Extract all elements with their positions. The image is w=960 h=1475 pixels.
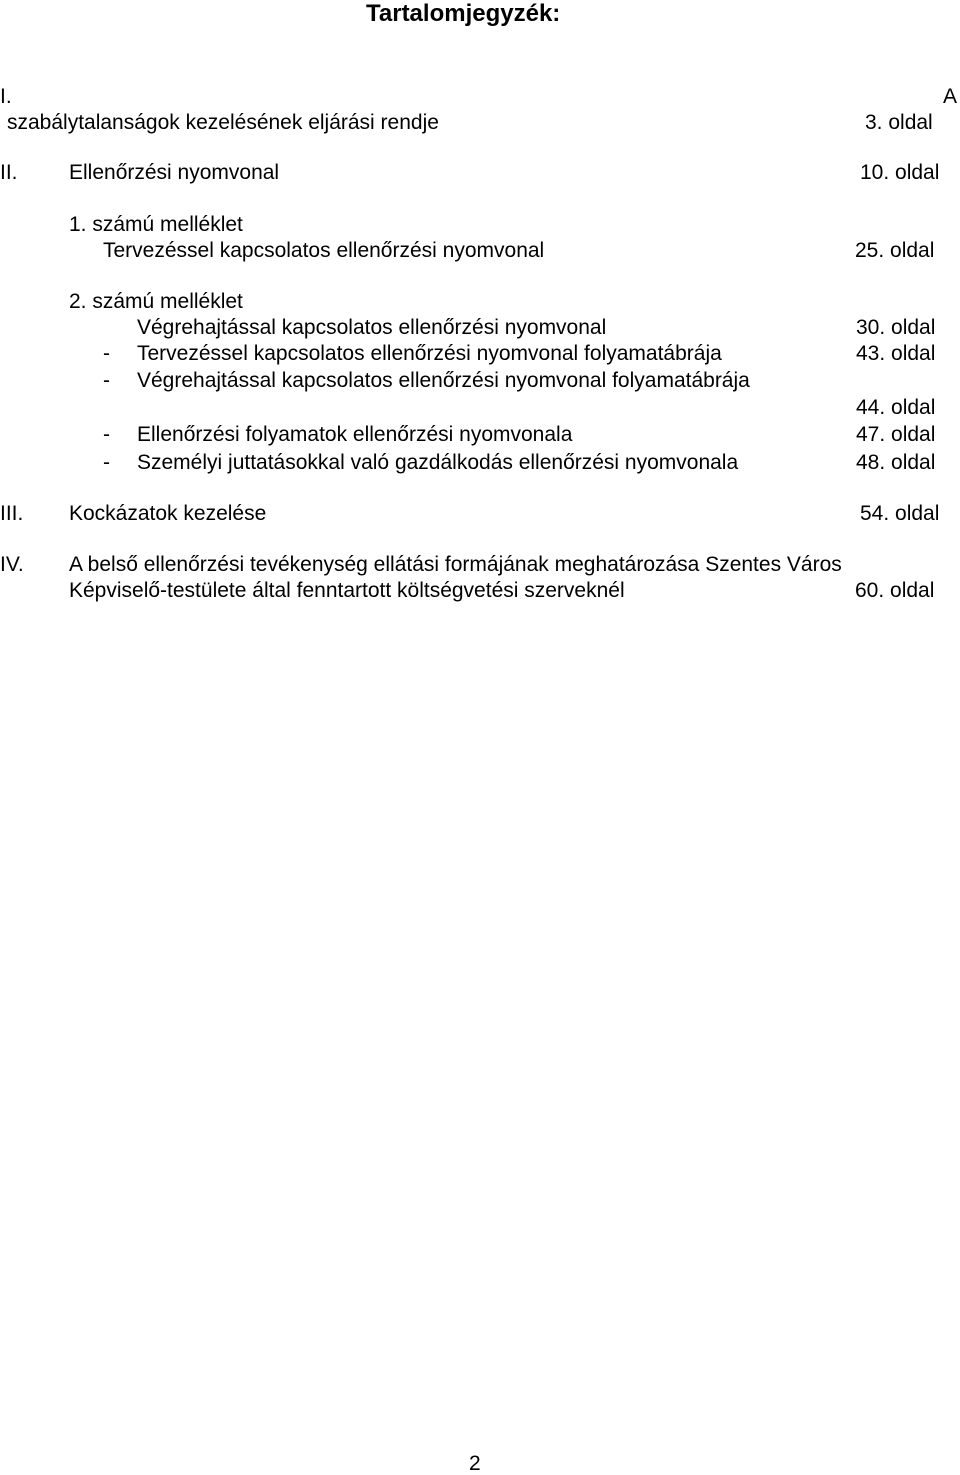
- section-1-page: 3. oldal: [865, 111, 933, 134]
- annex-2-item-1-dash: -: [103, 342, 110, 365]
- annex-2-item-3-dash: -: [103, 423, 110, 446]
- section-2-title: Ellenőrzési nyomvonal: [69, 161, 280, 184]
- section-1-number: I.: [0, 85, 12, 108]
- section-3-number: III.: [0, 502, 24, 525]
- section-2-page: 10. oldal: [860, 161, 940, 184]
- section-1-title-end: A: [943, 85, 958, 108]
- annex-1-label: 1. számú melléklet: [69, 213, 243, 236]
- annex-2-title: Végrehajtással kapcsolatos ellenőrzési nyomvonal: [137, 316, 607, 339]
- annex-2-item-2-dash: -: [103, 369, 110, 392]
- annex-2-label: 2. számú melléklet: [69, 290, 243, 313]
- section-3-title: Kockázatok kezelése: [69, 502, 267, 525]
- annex-2-item-2-text: Végrehajtással kapcsolatos ellenőrzési nyomvonal folyamatábrája: [137, 369, 750, 392]
- annex-2-item-4-page: 48. oldal: [856, 451, 936, 474]
- annex-1-title: Tervezéssel kapcsolatos ellenőrzési nyomvonal: [103, 239, 545, 262]
- page-title: Tartalomjegyzék:: [366, 0, 561, 27]
- section-4-page: 60. oldal: [855, 579, 935, 602]
- annex-2-item-4-text: Személyi juttatásokkal való gazdálkodás ellenőrzési nyomvonala: [137, 451, 739, 474]
- section-3-page: 54. oldal: [860, 502, 940, 525]
- section-4-title-line-2: Képviselő-testülete által fenntartott költségvetési szerveknél: [69, 579, 625, 602]
- annex-2-page: 30. oldal: [856, 316, 936, 339]
- annex-2-item-1-page: 43. oldal: [856, 342, 936, 365]
- annex-2-item-4-dash: -: [103, 451, 110, 474]
- section-1-title: szabálytalanságok kezelésének eljárási rendje: [7, 111, 439, 134]
- annex-2-item-1-text: Tervezéssel kapcsolatos ellenőrzési nyomvonal folyamatábrája: [137, 342, 722, 365]
- annex-2-item-3-text: Ellenőrzési folyamatok ellenőrzési nyomvonala: [137, 423, 573, 446]
- annex-2-item-3-page: 47. oldal: [856, 423, 936, 446]
- section-4-title-line-1: A belső ellenőrzési tevékenység ellátási formájának meghatározása Szentes Város: [69, 553, 842, 576]
- footer-page-number: 2: [469, 1452, 481, 1475]
- annex-2-item-2-page: 44. oldal: [856, 396, 936, 419]
- annex-1-page: 25. oldal: [855, 239, 935, 262]
- section-2-number: II.: [0, 161, 18, 184]
- section-4-number: IV.: [0, 553, 24, 576]
